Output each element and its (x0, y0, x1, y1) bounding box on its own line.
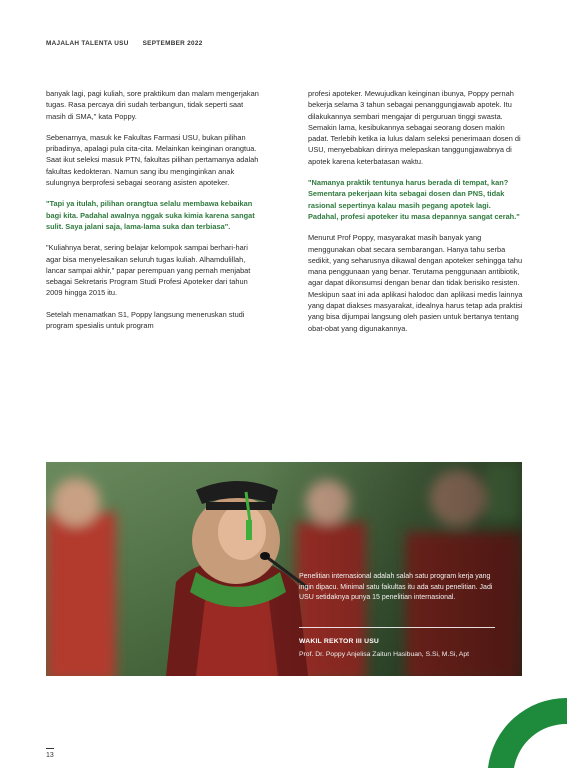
pull-quote: "Tapi ya itulah, pilihan orangtua selalu membawa kebaikan bagi kita. Padahal awalnya nggak suka kimia karena sangat sulit. Saya jalani saja, lama-lama suka dan terbiasa". (46, 199, 255, 231)
page-number-dash (46, 748, 54, 749)
page-number: 13 (46, 752, 54, 759)
portrait-photo (46, 462, 522, 676)
body-paragraph: Setelah menamatkan S1, Poppy langsung meneruskan studi program spesialis untuk program (46, 309, 245, 331)
issue-date: SEPTEMBER 2022 (142, 40, 203, 47)
magazine-name: MAJALAH TALENTA USU (46, 40, 129, 47)
caption-title: WAKIL REKTOR III USU (299, 638, 380, 645)
photo-illustration (46, 462, 522, 676)
body-paragraph: "Kuliahnya berat, sering belajar kelompok sampai berhari-hari agar bisa menyelesaikan seluruh tugas kuliah. Alhamdulillah, lancar sampai akhir," papar perempuan yang pernah menjabat sebagai Sekretaris Program Studi Profesi Apoteker dari tahun 2009 hingga 2015 itu. (46, 243, 251, 298)
left-column (46, 88, 261, 341)
body-paragraph: banyak lagi, pagi kuliah, sore praktikum dan malam mengerjakan tugas. Rasa percaya diri sudah terbangun, tidak seperti saat masih di SMA," kata Poppy. (46, 89, 259, 121)
caption-name: Prof. Dr. Poppy Anjelisa Zaitun Hasibuan, S.Si, M.Si, Apt (299, 651, 470, 658)
running-header (46, 40, 203, 47)
photo-caption-quote: Penelitian internasional adalah salah satu program kerja yang ingin dipacu. Minimal satu fakultas itu ada satu penelitian. Jadi USU setidaknya punya 15 penelitian internasional. (299, 573, 493, 601)
body-paragraph: Menurut Prof Poppy, masyarakat masih banyak yang menggunakan obat secara sembarangan. Hanya tahu serba sedikit, yang seharusnya dikawal dengan apoteker sehingga tahu mana penggunaan yang benar. Terutama penggunaan antibiotik, agar dapat dikonsumsi dengan benar dan tidak berisiko resisten. Meskipun saat ini ada aplikasi halodoc dan aplikasi medis lainnya yang dapat diakses masyarakat, idealnya harus tetap ada praktisi yang bisa dijumpai langsung oleh pasien untuk bertanya tentang obat-obat yang digunakannya. (308, 233, 523, 333)
caption-divider (299, 627, 495, 628)
corner-decoration (488, 698, 567, 768)
body-paragraph: Sebenarnya, masuk ke Fakultas Farmasi USU, bukan pilihan pribadinya, apalagi pula cita-cita. Melainkan keinginan orangtua. Saat ikut seleksi masuk PTN, fakultas pilihan pertamanya adalah fakultas kedokteran. Namun sang ibu menginginkan anak sulungnya berprofesi sebagai seorang asisten apoteker. (46, 132, 259, 188)
body-paragraph: profesi apoteker. Mewujudkan keinginan ibunya, Poppy pernah bekerja selama 3 tahun sebagai penanggungjawab apotek. Itu dilakukannya sembari mengajar di perguruan tinggi swasta. Semakin lama, kesibukannya sebagai seorang dosen makin padat. Terlebih ketika ia lulus dalam seleksi penerimaan dosen di USU, menyebabkan dirinya melepaskan tanggungjawabnya di apotek karena keterbatasan waktu. (308, 89, 521, 166)
pull-quote: "Namanya praktik tentunya harus berada di tempat, kan? Sementara pekerjaan kita sebagai dosen dan PNS, tidak rasional sepertinya kalau masih pegang apotek lagi. Padahal, profesi apoteker itu masa depannya sangat cerah." (308, 178, 520, 221)
right-column (308, 88, 523, 344)
